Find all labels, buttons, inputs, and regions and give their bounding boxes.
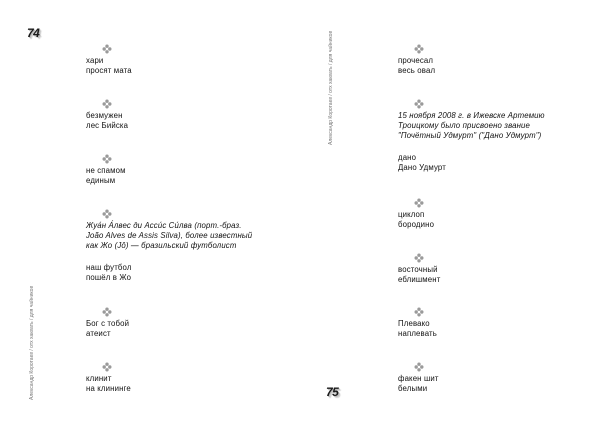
poem-line: на клининге [86, 384, 131, 393]
poem-entry [86, 99, 306, 131]
poem-entry [398, 307, 600, 339]
poem-line: наш футбол [86, 263, 132, 272]
flower-ornament-icon [414, 44, 424, 54]
page-number-left: 74 [27, 26, 40, 40]
poem-line: факен шит [398, 374, 439, 383]
poem-line: восточный [398, 265, 438, 274]
poem-line: не спамом [86, 166, 126, 175]
poem-entry [86, 307, 306, 339]
right-page [300, 0, 600, 425]
poem-entry [86, 154, 306, 186]
flower-ornament-icon [102, 209, 112, 219]
flower-ornament-icon [102, 44, 112, 54]
poem-line: просят мата [86, 66, 132, 75]
poem-line: Бог с тобой [86, 319, 130, 328]
flower-ornament-icon [102, 362, 112, 372]
flower-ornament-icon [102, 154, 112, 164]
flower-ornament-icon [414, 362, 424, 372]
poem-line: хари [86, 56, 104, 65]
poem-line: лес Бийска [86, 121, 129, 130]
poem-entry [398, 362, 600, 394]
poem-line: прочесал [398, 56, 434, 65]
poem-line: клинит [86, 374, 112, 383]
flower-ornament-icon [102, 307, 112, 317]
poem-entry-with-note [398, 99, 600, 173]
poem-line: безмужен [86, 111, 123, 120]
poem-entry [86, 44, 306, 76]
poem-line: наплевать [398, 329, 437, 338]
footnote-line: Троицкому было присвоено звание [398, 121, 531, 130]
poem-line: единым [86, 176, 116, 185]
poem-entry-with-note [86, 209, 306, 283]
footnote-line: 15 ноября 2008 г. в Ижевске Артемию [398, 111, 545, 120]
poem-line: пошёл в Жо [86, 273, 132, 282]
footnote-line: как Жо (Jô) — бразильский футболист [86, 241, 237, 250]
footnote-line: Жуа́н А́лвес ди Асси́с Си́лва (порт.-браз. [86, 221, 242, 230]
poem-line: весь овал [398, 66, 436, 75]
flower-ornament-icon [414, 253, 424, 263]
poem-line: Дано Удмурт [398, 163, 446, 172]
poem-line: бородино [398, 220, 435, 229]
poem-entry [86, 362, 306, 394]
poem-line: дано [398, 153, 417, 162]
footnote-line: João Alves de Assis Silva), более известный [86, 231, 253, 240]
page-number-right: 75 [326, 385, 339, 399]
poem-line: циклоп [398, 210, 425, 219]
poem-entry [398, 253, 600, 285]
poem-line: еблишмент [398, 275, 441, 284]
poem-entry [398, 44, 600, 76]
flower-ornament-icon [414, 198, 424, 208]
poem-entry [398, 198, 600, 230]
footnote-line: "Почётный Удмурт" ("Дано Удмурт") [398, 131, 542, 140]
poem-line: белыми [398, 384, 428, 393]
poem-line: Плевако [398, 319, 430, 328]
flower-ornament-icon [102, 99, 112, 109]
flower-ornament-icon [414, 307, 424, 317]
side-note-left: Александр Коротаев / отх хаквать / для чайников [29, 285, 35, 400]
side-note-right: Александр Коротаев / отх хаквать / для чайников [328, 30, 334, 145]
poem-line: атеист [86, 329, 111, 338]
flower-ornament-icon [414, 99, 424, 109]
